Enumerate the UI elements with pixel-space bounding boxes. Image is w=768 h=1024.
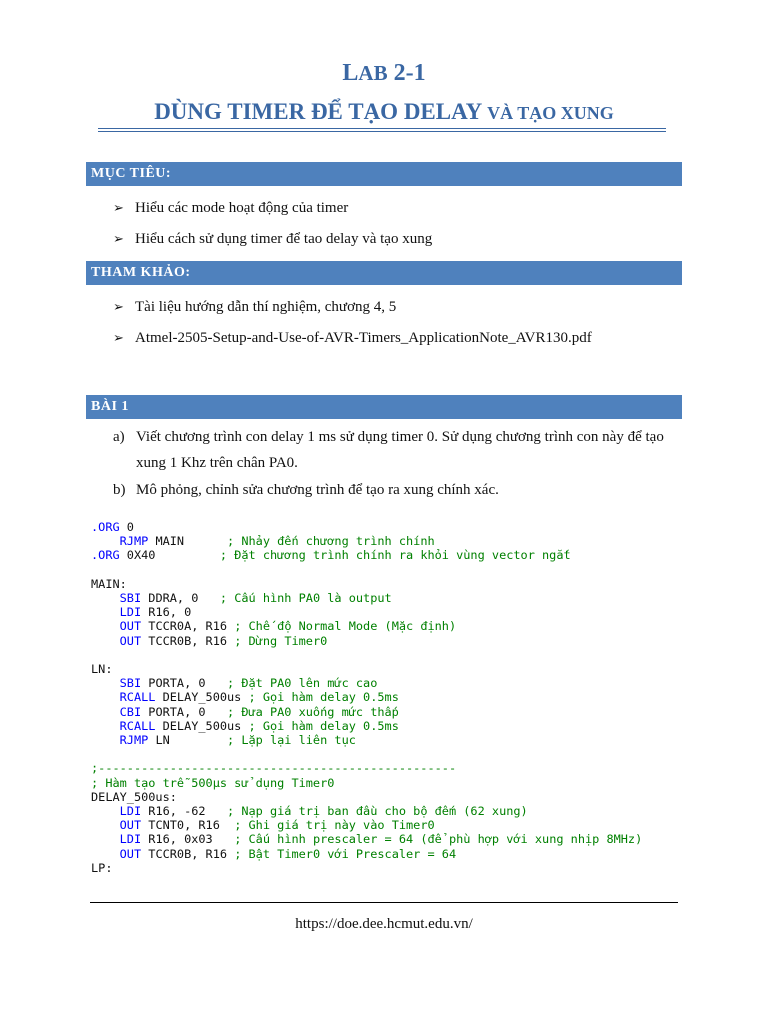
- arrow-bullet-icon: ➢: [113, 200, 124, 215]
- reference-item: ➢ Atmel-2505-Setup-and-Use-of-AVR-Timers_ApplicationNote_AVR130.pdf: [113, 330, 592, 346]
- title-rule-top: [98, 128, 666, 129]
- footer-url[interactable]: https://doe.dee.hcmut.edu.vn/: [295, 916, 473, 932]
- arrow-bullet-icon: ➢: [113, 330, 124, 345]
- lab-subtitle: DÙNG TIMER ĐỂ TẠO DELAY VÀ TẠO XUNG: [154, 99, 614, 124]
- exercise-item-a: a) Viết chương trình con delay 1 ms sử dụng timer 0. Sử dụng chương trình con này để tạo xung 1 Khz trên chân PA0.: [113, 429, 664, 471]
- footer-rule: [90, 902, 678, 903]
- section-heading-exercise-1: BÀI 1: [86, 395, 682, 419]
- title-rule-bottom: [98, 131, 666, 132]
- objective-item: ➢ Hiểu cách sử dụng timer để tao delay và tạo xung: [113, 231, 433, 247]
- section-heading-references: THAM KHẢO:: [86, 261, 682, 285]
- reference-item: ➢ Tài liệu hướng dẫn thí nghiệm, chương 4, 5: [113, 299, 397, 315]
- objective-item: ➢ Hiểu các mode hoạt động của timer: [113, 200, 349, 216]
- lab-title: LAB 2-1: [342, 60, 426, 86]
- assembly-code-block: .ORG 0 RJMP MAIN ; Nhảy đến chương trình chính .ORG 0X40 ; Đặt chương trình chính ra khỏi vùng vector ngắt MAIN: SBI DDRA, 0 ; Cấu hình PA0 là output LDI R16, 0 OUT TCCR0A, R16 ; Chế độ Normal Mode (Mặc định) OUT TCCR0B, R16 ; Dừng Timer0 LN: SBI PORTA, 0 ; Đặt PA0 lên mức cao RCALL DELAY_500us ; Gọi hàm delay 0.5ms CBI PORTA, 0 ; Đưa PA0 xuống mức thấp RCALL DELAY_500us ; Gọi hàm delay 0.5ms RJMP LN ; Lặp lại liên tục ;-------------------------------------------------- ; Hàm tạo trễ 500µs sử dụng Timer0 DELAY_500us: LDI R16, -62 ; Nạp giá trị ban đầu cho bộ đếm (62 xung) OUT TCNT0, R16 ; Ghi giá trị này vào Timer0 LDI R16, 0x03 ; Cấu hình prescaler = 64 (để phù hợp với xung nhịp 8MHz) OUT TCCR0B, R16 ; Bật Timer0 với Prescaler = 64 LP:: [91, 520, 643, 875]
- exercise-item-b: b) Mô phỏng, chỉnh sửa chương trình để tạo ra xung chính xác.: [113, 482, 499, 498]
- arrow-bullet-icon: ➢: [113, 231, 124, 246]
- section-heading-objectives: MỤC TIÊU:: [86, 162, 682, 186]
- arrow-bullet-icon: ➢: [113, 299, 124, 314]
